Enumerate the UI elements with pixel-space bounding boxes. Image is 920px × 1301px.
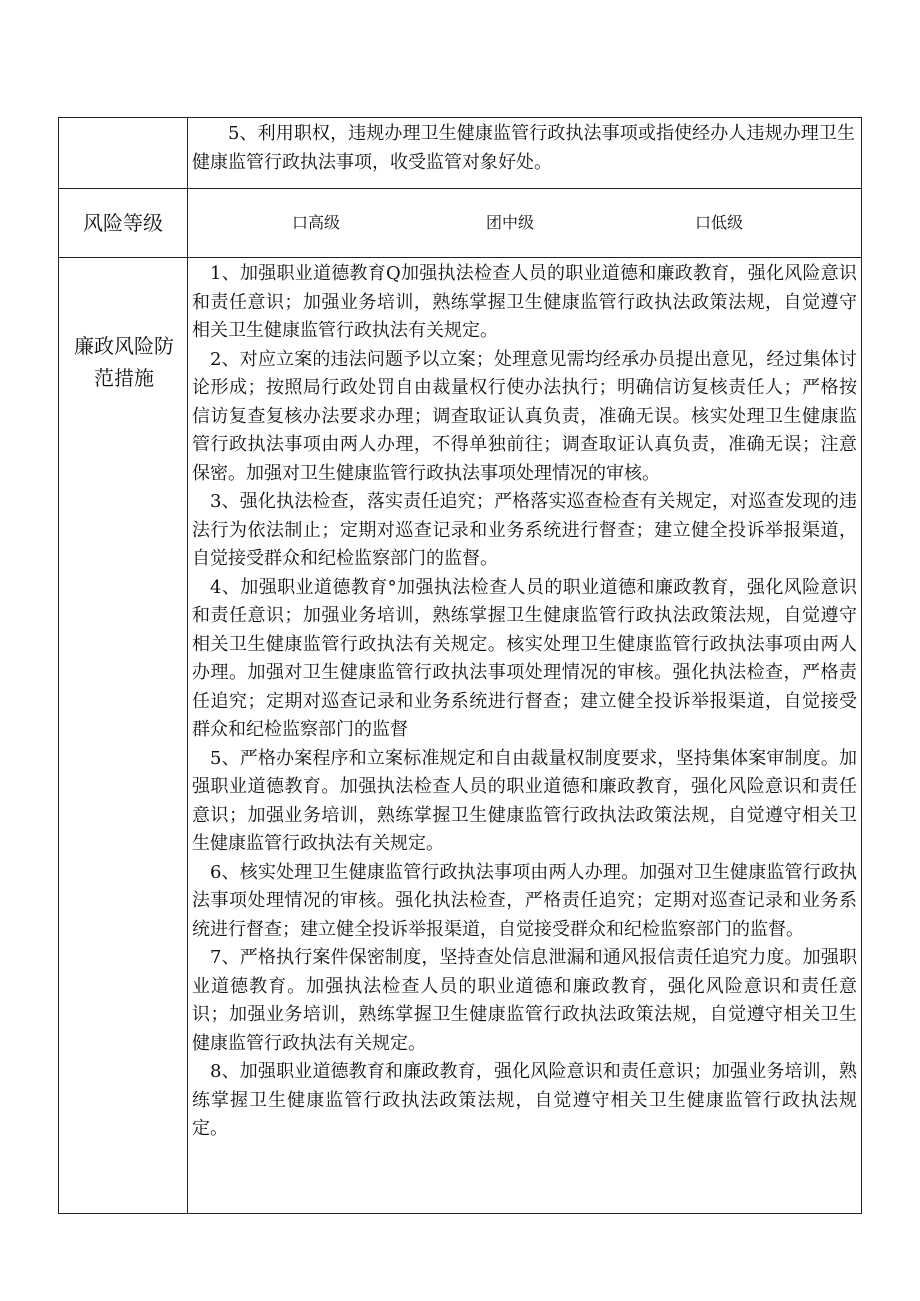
risk-form-table [58,117,862,1214]
measures-label: 廉政风险防范措施 [74,334,174,390]
empty-label-cell [59,118,188,189]
measure-paragraph-7: 7、严格执行案件保密制度，坚持查处信息泄漏和通风报信责任追究力度。加强职业道德教育。加强执法检查人员的职业道德和廉政教育，强化风险意识和责任意识；加强业务培训，熟练掌握卫生健康监管行政执法政策法规，自觉遵守相关卫生健康监管行政执法有关规定。 [192,947,857,1054]
measure-paragraph-3: 3、强化执法检查，落实责任追究；严格落实巡查检查有关规定，对巡查发现的违法行为依法制止；定期对巡查记录和业务系统进行督查；建立健全投诉举报渠道，自觉接受群众和纪检监察部门的监督。 [192,491,857,569]
risk-level-options-cell [188,189,862,258]
risk-level-label-cell [59,189,188,258]
measure-paragraph-8: 8、加强职业道德教育和廉政教育，强化风险意识和责任意识；加强业务培训，熟练掌握卫生健康监管行政执法政策法规，自觉遵守相关卫生健康监管行政执法规定。 [192,1061,857,1139]
level-low-option: 口低级 [695,213,744,232]
risk-point-cell [188,118,862,189]
table-row [59,118,862,189]
level-high-option: 口高级 [292,213,341,232]
measure-paragraph-4: 4、加强职业道德教育°加强执法检查人员的职业道德和廉政教育，强化风险意识和责任意识；加强业务培训，熟练掌握卫生健康监管行政执法政策法规，自觉遵守相关卫生健康监管行政执法有关规定。核实处理卫生健康监管行政执法事项由两人办理。加强对卫生健康监管行政执法事项处理情况的审核。强化执法检查，严格责任追究；定期对巡查记录和业务系统进行督查；建立健全投诉举报渠道，自觉接受群众和纪检监察部门的监督 [192,576,857,740]
risk-level-label: 风险等级 [83,211,163,235]
table-row [59,258,862,1214]
risk-point-text: 5、利用职权，违规办理卫生健康监管行政执法事项或指使经办人违规办理卫生健康监管行政执法事项，收受监管对象好处。 [192,123,855,173]
measure-paragraph-5: 5、严格办案程序和立案标准规定和自由裁量权制度要求，坚持集体案审制度。加强职业道德教育。加强执法检查人员的职业道德和廉政教育，强化风险意识和责任意识；加强业务培训，熟练掌握卫生健康监管行政执法政策法规，自觉遵守相关卫生健康监管行政执法有关规定。 [192,747,857,854]
measures-content-cell [188,258,862,1214]
level-medium-option: 团中级 [486,213,535,232]
measures-label-cell [59,258,188,1214]
table-row [59,189,862,258]
measure-paragraph-6: 6、核实处理卫生健康监管行政执法事项由两人办理。加强对卫生健康监管行政执法事项处理情况的审核。强化执法检查，严格责任追究；定期对巡查记录和业务系统进行督查；建立健全投诉举报渠道，自觉接受群众和纪检监察部门的监督。 [192,861,857,940]
measure-paragraph-2: 2、对应立案的违法问题予以立案；处理意见需均经承办员提出意见，经过集体讨论形成；按照局行政处罚自由裁量权行使办法执行；明确信访复核责任人；严格按信访复查复核办法要求办理；调查取证认真负责，准确无误。核实处理卫生健康监管行政执法事项由两人办理，不得单独前往；调查取证认真负责，准确无误；注意保密。加强对卫生健康监管行政执法事项处理情况的审核。 [192,348,857,484]
measure-paragraph-1: 1、加强职业道德教育Q加强执法检查人员的职业道德和廉政教育，强化风险意识和责任意识；加强业务培训，熟练掌握卫生健康监管行政执法政策法规，自觉遵守相关卫生健康监管行政执法有关规定。 [192,263,857,341]
